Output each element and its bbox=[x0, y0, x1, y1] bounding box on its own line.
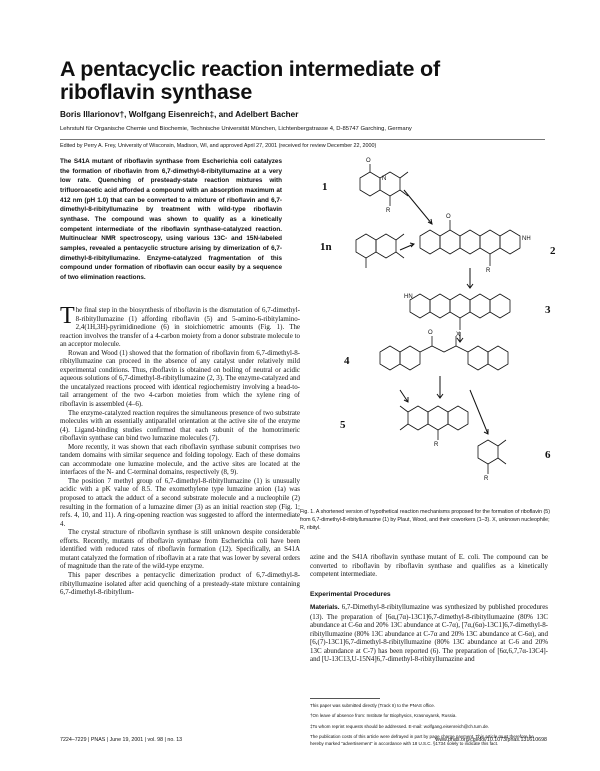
atom-label: O bbox=[428, 330, 433, 336]
paragraph: The enzyme-catalyzed reaction requires the simultaneous presence of two substrate molecules with an essentially antiparallel orientation at the active site of the enzyme (4). Ligand-binding studies confirmed that each subunit of the homotrimeric riboflavin synthase can bind two lumazine molecules (7). bbox=[60, 408, 300, 443]
paragraph: 6,7-Dimethyl-8-ribityllumazine was synthesized by published procedures (13). The preparation of [6α,(7α)-13C1]6,7-dimethyl-8-ribityllumazine (80% 13C abundance at C-6α and 20% 13C abundance at C-7α), [7α,(6α)-13C1]6,7-dimethyl-8-ribityllumazine (80% 13C abundance at C-7α and 20% 13C abundance at C-6α), and [6,(7)-13C1]6,7-dimethyl-8-ribityllumazine (80% 13C abundance at C-6 and 20% 13C abundance at C-7) has been reported (6). The preparation of [6α,6,7,7α-13C4]- and [U-13C13,U-15N4]6,7-dimethyl-8-ribityllumazine and bbox=[310, 603, 549, 664]
compound-label-3: 3 bbox=[545, 304, 551, 316]
atom-label: R bbox=[486, 268, 491, 274]
footnotes bbox=[310, 702, 548, 750]
compound-4-structure bbox=[380, 336, 508, 370]
compound-6-structure bbox=[478, 440, 506, 474]
body-text-left-column bbox=[60, 303, 300, 597]
reaction-scheme-figure bbox=[300, 150, 585, 528]
experimental-materials-text bbox=[310, 603, 548, 664]
paragraph: he final step in the biosynthesis of riboflavin is the dismutation of 6,7-dimethyl-8-ribityllumazine (1) affording riboflavin (5) and 5-amino-6-ribitylamino-2,4(1H,3H)-pyrimidinedione (6) in stoichiometric amounts (Fig. 1). The reaction involves the transfer of a 4-carbon moiety from a donor substrate molecule to an acceptor molecule. bbox=[60, 306, 300, 349]
compound-label-4: 4 bbox=[344, 355, 350, 367]
atom-label: R bbox=[484, 476, 489, 482]
doi-link[interactable]: www.pnas.org/cgi/doi/10.1073/pnas.131610698 bbox=[435, 737, 547, 743]
footnote: This paper was submitted directly (Track II) to the PNAS office. bbox=[310, 703, 436, 708]
paragraph: The crystal structure of riboflavin synthase is still unknown despite considerable efforts. Recently, mutants of riboflavin synthase from Escherichia coli have been identified with reduced rates of riboflavin formation (12). Specifically, an S41A mutant catalyzed the formation of riboflavin at a rate that was lower by several orders of magnitude than the rate of the wild-type enzyme. bbox=[60, 528, 300, 571]
affiliation: Lehrstuhl für Organische Chemie und Biochemie, Technische Universität München, Lichtenbergstrasse 4, D-85747 Garching, Germany bbox=[60, 126, 412, 132]
atom-label: HN bbox=[404, 294, 413, 300]
compound-3-structure bbox=[410, 294, 510, 330]
subsection-lead: Materials. bbox=[310, 604, 340, 611]
paragraph: The position 7 methyl group of 6,7-dimethyl-8-ribityllumazine (1) is unusually acidic with a pK value of 8.5. The exomethylene type lumazine anion (1a) was proposed to attack the adduct of a second substrate molecule and a nucleophile (2) resulting in the formation of a lumazine dimer (3) as an initial reaction step (Fig. 1; refs. 4, 10, and 11). A ring-opening reaction was suggested to afford the intermediate 4. bbox=[60, 476, 300, 528]
atom-label: NH bbox=[522, 236, 531, 242]
citation-info: 7224–7229 | PNAS | June 19, 2001 | vol. 98 | no. 13 bbox=[60, 737, 183, 743]
drop-cap: T bbox=[60, 303, 75, 329]
atom-label: N bbox=[382, 176, 387, 182]
abstract: The S41A mutant of riboflavin synthase from Escherichia coli catalyzes the formation of riboflavin from 6,7-dimethyl-8-ribityllumazine at a very low rate. Quenching of presteady-state reaction mixtures with trifluoroacetic acid afforded a compound with an absorption maximum at 412 nm (pH 1.0) that can be converted to a mixture of riboflavin and 6,7-dimethyl-8-ribityllumazine by treatment with wild-type riboflavin synthase. The compound was shown to qualify as a kinetically competent intermediate of the riboflavin synthase-catalyzed reaction. Multinuclear NMR spectroscopy, using various 13C- and 15N-labeled samples, revealed a pentacyclic structure arising by dimerization of 6,7-dimethyl-8-ribityllumazine. Enzyme-catalyzed fragmentation of this compound under formation of riboflavin can occur easily by a sequence of two elimination reactions. bbox=[60, 158, 282, 281]
compound-1n-structure bbox=[356, 234, 404, 268]
footnote: †On leave of absence from: Institute for Biophysics, Krasnoyarsk, Russia. bbox=[310, 713, 457, 719]
compound-label-1n: 1n bbox=[320, 241, 332, 253]
atom-label: X bbox=[456, 332, 461, 338]
atom-label: O bbox=[366, 158, 371, 164]
edited-by: Edited by Perry A. Frey, University of Wisconsin, Madison, WI, and approved April 27, 2001 (received for review December 22, 2000) bbox=[60, 143, 377, 149]
compound-1-structure bbox=[360, 164, 408, 206]
section-heading: Experimental Procedures bbox=[310, 591, 391, 598]
article-title: A pentacyclic reaction intermediate of riboflavin synthase bbox=[60, 57, 440, 104]
footnote: The publication costs of this article were defrayed in part by page charge payment. This article must therefore be hereby marked “advertisement” in accordance with 18 U.S.C. §1734 solely to indicate this fact. bbox=[310, 733, 534, 747]
compound-label-2: 2 bbox=[550, 245, 556, 257]
compound-label-1: 1 bbox=[322, 181, 328, 193]
atom-label: R bbox=[434, 442, 439, 448]
paragraph: azine and the S41A riboflavin synthase mutant of E. coli. The compound can be converted to riboflavin by riboflavin synthase and qualifies as a kinetically competent intermediate. bbox=[310, 553, 548, 579]
body-text-right-column bbox=[310, 553, 548, 579]
footnote: ‡To whom reprint requests should be addressed. E-mail: wolfgang.eisenreich@ch.tum.de. bbox=[310, 723, 490, 729]
paragraph: More recently, it was shown that each riboflavin synthase subunit comprises two tandem domains with similar sequence and folding topology. Each of these domains can accommodate one lumazine molecule, and the active sites are located at the interfaces of the N- and C-terminal domains, respectively (8, 9). bbox=[60, 442, 300, 477]
header-divider bbox=[60, 139, 545, 140]
figure-caption: Fig. 1. A shortened version of hypothetical reaction mechanisms proposed for the formation of riboflavin (5) from 6,7-dimethyl-8-ribityllumazine (1) by Plaut, Wood, and their coworkers (1–3). X, unknown nucleophile; R, ribityl. bbox=[300, 509, 550, 532]
author-list: Boris Illarionov†, Wolfgang Eisenreich‡, and Adelbert Bacher bbox=[60, 110, 299, 119]
compound-5-structure bbox=[400, 406, 468, 440]
compound-2-structure bbox=[420, 220, 520, 266]
compound-label-6: 6 bbox=[545, 449, 551, 461]
atom-label: R bbox=[386, 208, 391, 214]
reaction-arrows bbox=[400, 190, 488, 434]
atom-label: O bbox=[446, 214, 451, 220]
footnote-divider bbox=[310, 698, 380, 699]
paragraph: Rowan and Wood (1) showed that the formation of riboflavin from 6,7-dimethyl-8-ribityllumazine can proceed in the absence of any catalyst under relatively mild experimental conditions. Thus, riboflavin is obtained on boiling of neutral or acidic aqueous solutions of 6,7-dimethyl-8-ribityllumazine (2, 3). The enzyme-catalyzed and the uncatalyzed reactions proceed with identical regiochemistry involving a head-to-tail arrangement of the two 4-carbon moieties from which the xylene ring of riboflavin is assembled (4–6). bbox=[60, 348, 300, 409]
compound-label-5: 5 bbox=[340, 419, 346, 431]
paragraph: This paper describes a pentacyclic dimerization product of 6,7-dimethyl-8-ribityllumazine isolated after acid quenching of a presteady-state mixture containing 6,7-dimethyl-8-ribityllum- bbox=[60, 570, 300, 597]
